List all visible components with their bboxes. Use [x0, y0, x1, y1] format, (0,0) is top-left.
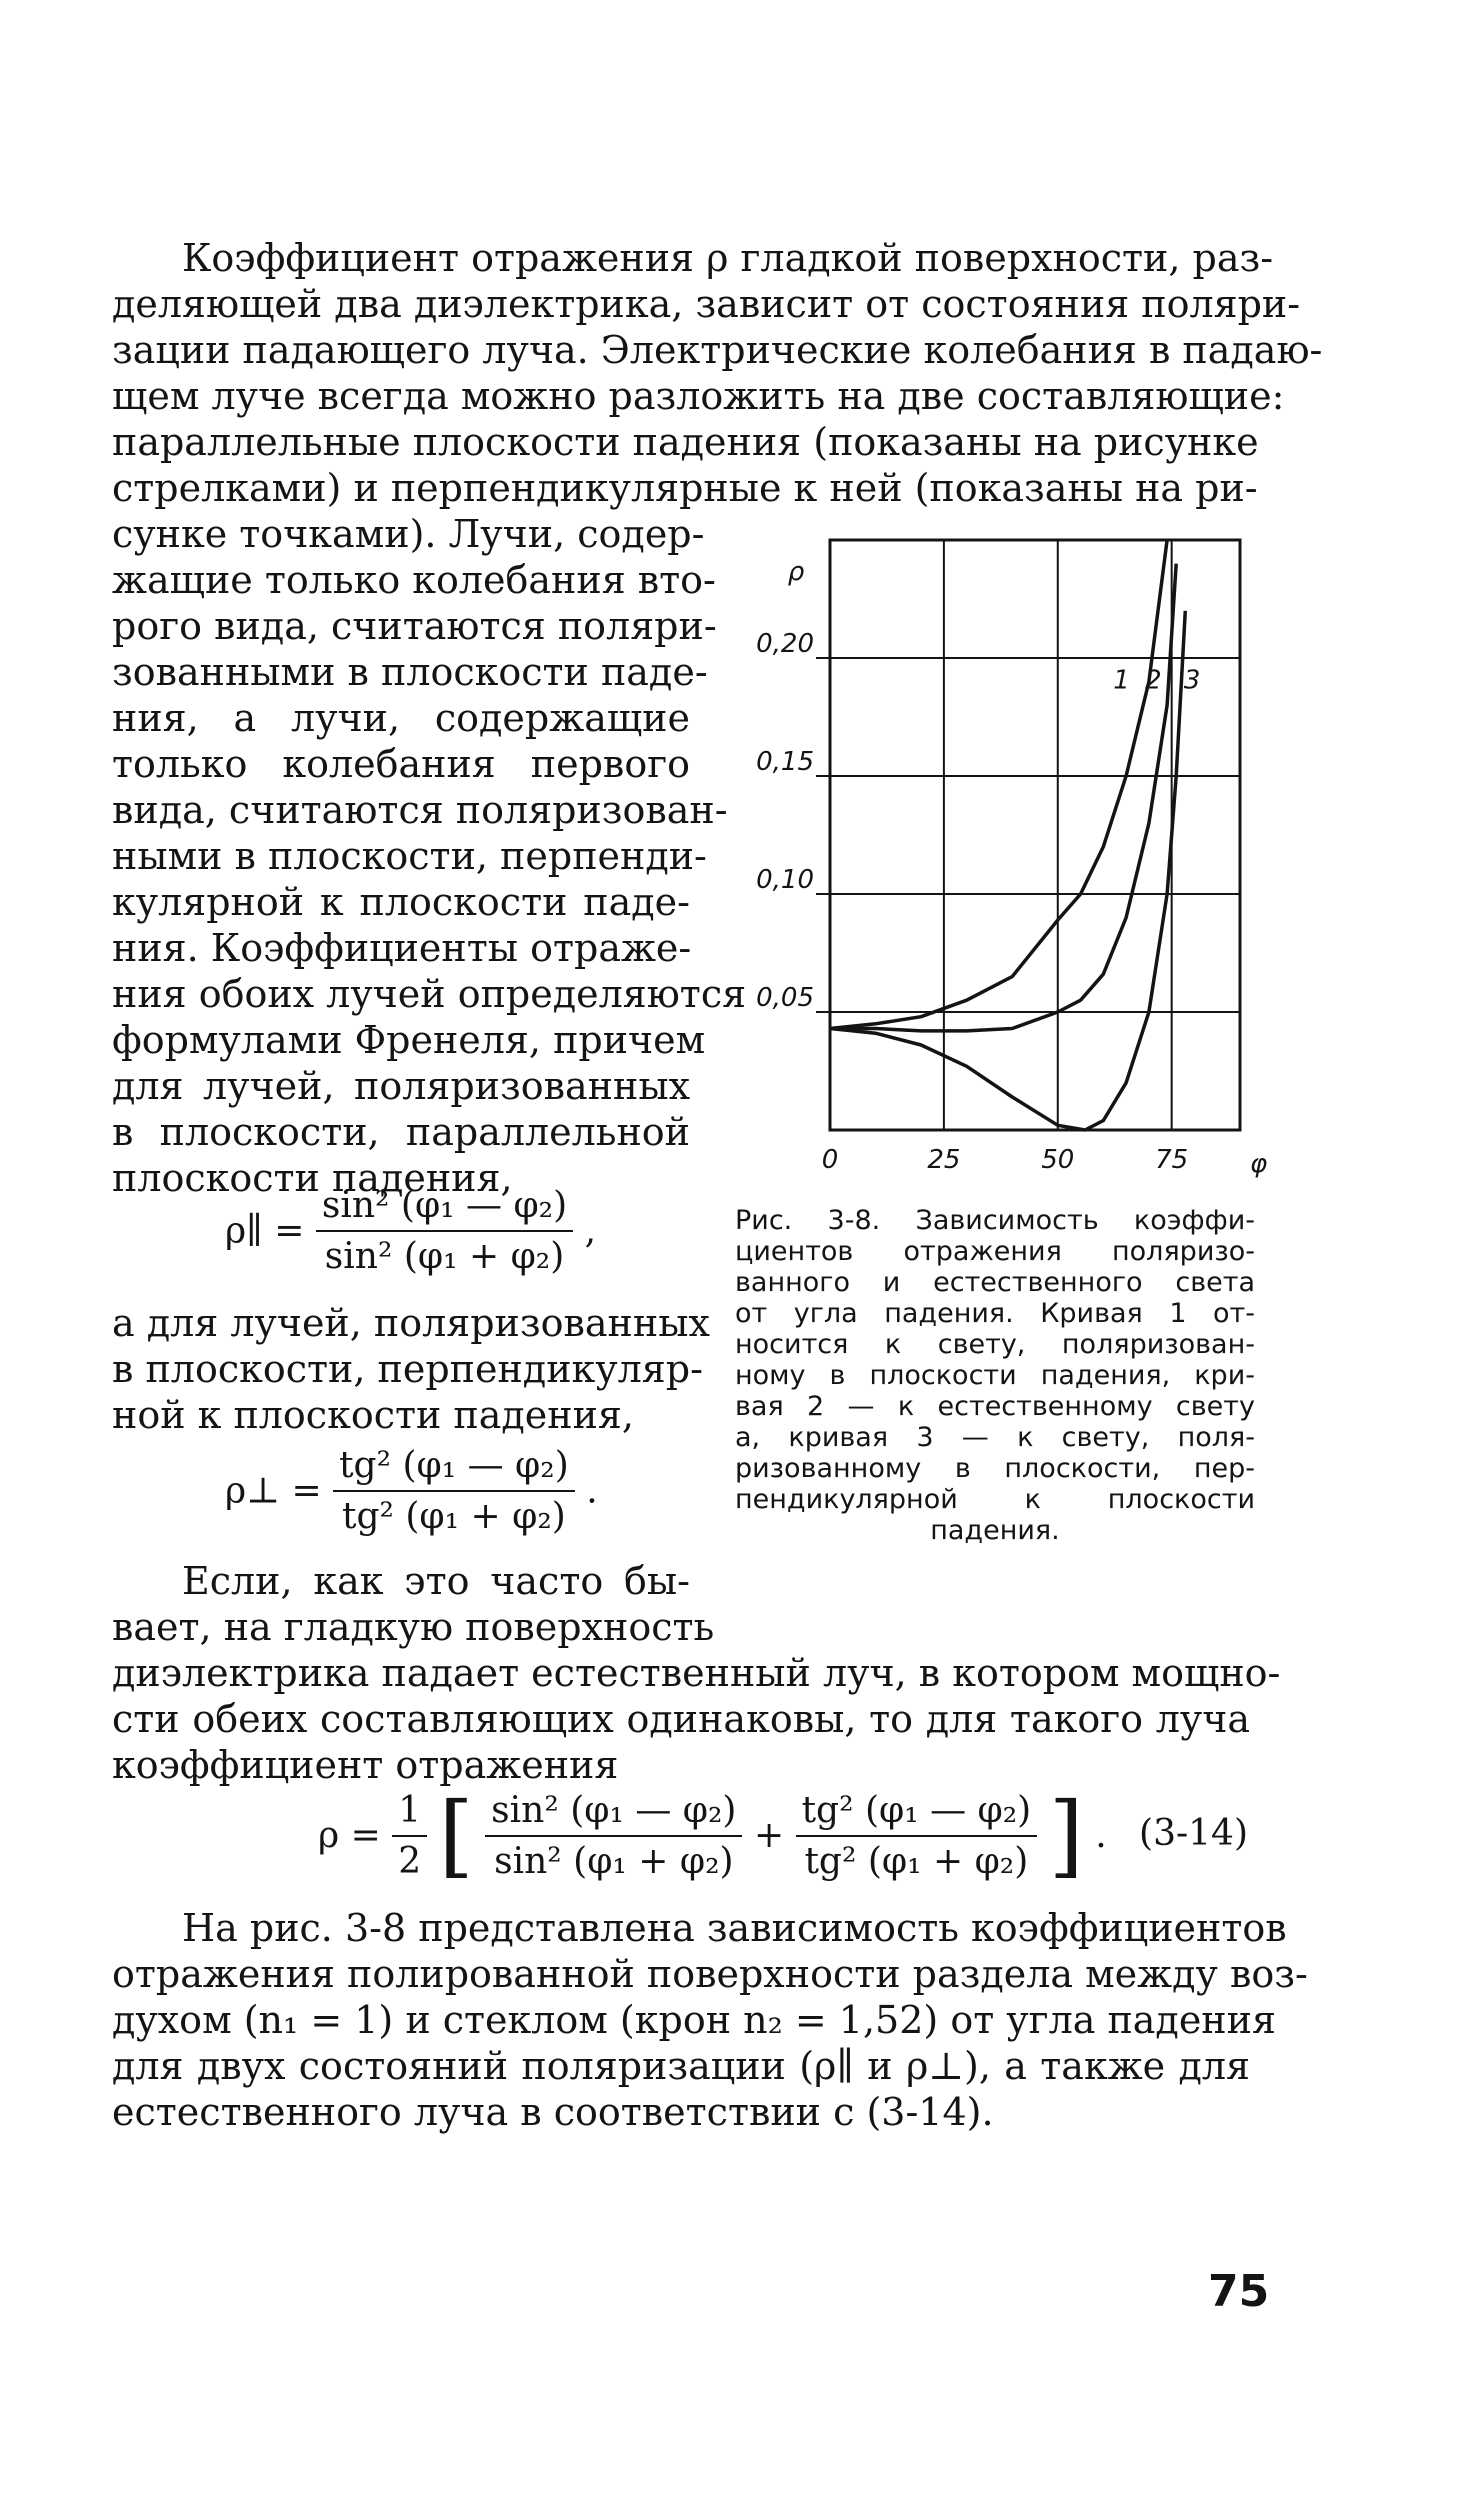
denominator: sin² (φ₁ + φ₂): [324, 1236, 565, 1277]
y-tick-label: 0,15: [756, 747, 814, 777]
fraction: [316, 1185, 573, 1277]
text-line: естественного луча в соответствии с (3-14).: [112, 2090, 994, 2134]
formula-lhs: ρ∥ =: [225, 1210, 305, 1252]
text-line: ной к плоскости падения,: [112, 1393, 634, 1437]
text-line: отражения полированной поверхности раздела между воз-: [112, 1952, 1308, 1996]
caption-line: носится к свету, поляризован-: [735, 1329, 1255, 1360]
text-line: стрелками) и перпендикулярные к ней (показаны на ри-: [112, 466, 1258, 510]
caption-line: вая 2 — к естественному свету: [735, 1391, 1255, 1422]
y-tick-label: 0,05: [756, 983, 814, 1013]
curve-label: 1: [1113, 665, 1130, 696]
text-line: рого вида, считаются поляри-: [112, 604, 717, 648]
right-bracket: ]: [1048, 1783, 1084, 1888]
text-line: духом (n₁ = 1) и стеклом (крон n₂ = 1,52) от угла падения: [112, 1998, 1276, 2042]
x-axis-label: φ: [1250, 1149, 1268, 1179]
caption-line: циентов отражения поляризо-: [735, 1236, 1255, 1267]
denominator: sin² (φ₁ + φ₂): [494, 1840, 734, 1882]
caption-line: падения.: [930, 1515, 1060, 1546]
x-tick-label: 75: [1155, 1145, 1189, 1175]
formula-tail: .: [586, 1470, 598, 1512]
denominator: tg² (φ₁ + φ₂): [804, 1840, 1029, 1882]
after-narrow-text: [112, 1558, 715, 1650]
page-number: 75: [1208, 2266, 1270, 2317]
caption-line: от угла падения. Кривая 1 от-: [735, 1298, 1255, 1329]
text-line: ными в плоскости, перпенди-: [112, 834, 707, 878]
fraction-term-1: [485, 1790, 742, 1882]
formula-parallel: [225, 1185, 596, 1277]
text-line: сти обеих составляющих одинаковы, то для такого луча: [112, 1697, 1250, 1741]
text-line: Коэффициент отражения ρ гладкой поверхности, раз-: [182, 236, 1274, 280]
text-line: плоскости падения,: [112, 1156, 513, 1200]
text-line: для двух состояний поляризации (ρ∥ и ρ⊥), а также для: [112, 2044, 1250, 2088]
x-tick-label: 0: [821, 1145, 839, 1175]
denominator: tg² (φ₁ + φ₂): [342, 1496, 566, 1537]
text-line: вида, считаются поляризован-: [112, 788, 728, 832]
text-line: ния обоих лучей определяются: [112, 972, 747, 1016]
text-line: Если, как это часто бы-: [182, 1559, 690, 1603]
caption-line: пендикулярной к плоскости: [735, 1484, 1255, 1515]
left-bracket: [: [438, 1783, 474, 1888]
text-line: в плоскости, перпендикуляр-: [112, 1347, 703, 1391]
text-line: сунке точками). Лучи, содер-: [112, 512, 705, 556]
equation-number: (3-14): [1139, 1813, 1248, 1854]
caption-line: а, кривая 3 — к свету, поля-: [735, 1422, 1255, 1453]
series-line-3: [830, 611, 1185, 1130]
text-line: диэлектрика падает естественный луч, в котором мощно-: [112, 1651, 1281, 1695]
final-paragraph: [112, 1905, 1308, 2135]
formula-main: [318, 1783, 1248, 1888]
caption-line: ному в плоскости падения, кри-: [735, 1360, 1255, 1391]
numerator: 1: [392, 1790, 427, 1837]
caption-line: Рис. 3-8. Зависимость коэффи-: [735, 1205, 1255, 1236]
text-line: вает, на гладкую поверхность: [112, 1605, 715, 1649]
intro-paragraph: [112, 235, 1323, 511]
caption-line: ризованному в плоскости, пер-: [735, 1453, 1255, 1484]
y-tick-label: 0,20: [756, 629, 814, 659]
after-wide-text: [112, 1650, 1281, 1788]
formula-perpendicular: [225, 1445, 598, 1537]
formula-lhs: ρ =: [318, 1815, 381, 1856]
text-line: ния. Коэффициенты отраже-: [112, 926, 692, 970]
formula-lhs: ρ⊥ =: [225, 1470, 322, 1512]
text-line: На рис. 3-8 представлена зависимость коэффициентов: [182, 1906, 1287, 1950]
text-line: ния, а лучи, содержащие: [112, 696, 690, 740]
fraction-half: [392, 1790, 427, 1882]
text-line: кулярной к плоскости паде-: [112, 880, 690, 924]
text-line: формулами Френеля, причем: [112, 1018, 706, 1062]
text-line: зованными в плоскости паде-: [112, 650, 708, 694]
formula-tail: .: [1095, 1815, 1107, 1856]
y-axis-label: ρ: [787, 557, 805, 587]
formula-tail: ,: [584, 1210, 597, 1252]
plot-frame: [830, 540, 1240, 1130]
text-line: зации падающего луча. Электрические колебания в падаю-: [112, 328, 1323, 372]
text-line: деляющей два диэлектрика, зависит от состояния поляри-: [112, 282, 1301, 326]
figure-caption: [735, 1205, 1255, 1546]
text-line: жащие только колебания вто-: [112, 558, 716, 602]
text-line: параллельные плоскости падения (показаны на рисунке: [112, 420, 1259, 464]
text-line: в плоскости, параллельной: [112, 1110, 690, 1154]
fraction: [333, 1445, 575, 1537]
text-line: щем луче всегда можно разложить на две составляющие:: [112, 374, 1285, 418]
text-line: а для лучей, поляризованных: [112, 1301, 710, 1345]
numerator: tg² (φ₁ — φ₂): [333, 1445, 575, 1492]
caption-line: ванного и естественного света: [735, 1267, 1255, 1298]
text-line: только колебания первого: [112, 742, 690, 786]
narrow-column-text: [112, 511, 747, 1201]
reflection-chart: [756, 540, 1268, 1180]
plus-sign: +: [753, 1815, 785, 1856]
text-line: для лучей, поляризованных: [112, 1064, 690, 1108]
fraction-term-2: [796, 1790, 1038, 1882]
x-tick-label: 50: [1041, 1145, 1075, 1175]
numerator: sin² (φ₁ — φ₂): [316, 1185, 573, 1232]
denominator: 2: [398, 1840, 422, 1882]
x-tick-label: 25: [927, 1145, 961, 1175]
text-line: коэффициент отражения: [112, 1743, 619, 1787]
curve-label: 3: [1183, 665, 1201, 696]
y-tick-label: 0,10: [756, 865, 814, 895]
series-line-2: [830, 564, 1176, 1031]
numerator: tg² (φ₁ — φ₂): [796, 1790, 1038, 1837]
mid-text: [112, 1300, 710, 1438]
curve-label: 2: [1145, 665, 1162, 696]
series-line-1: [830, 540, 1167, 1029]
numerator: sin² (φ₁ — φ₂): [485, 1790, 742, 1837]
